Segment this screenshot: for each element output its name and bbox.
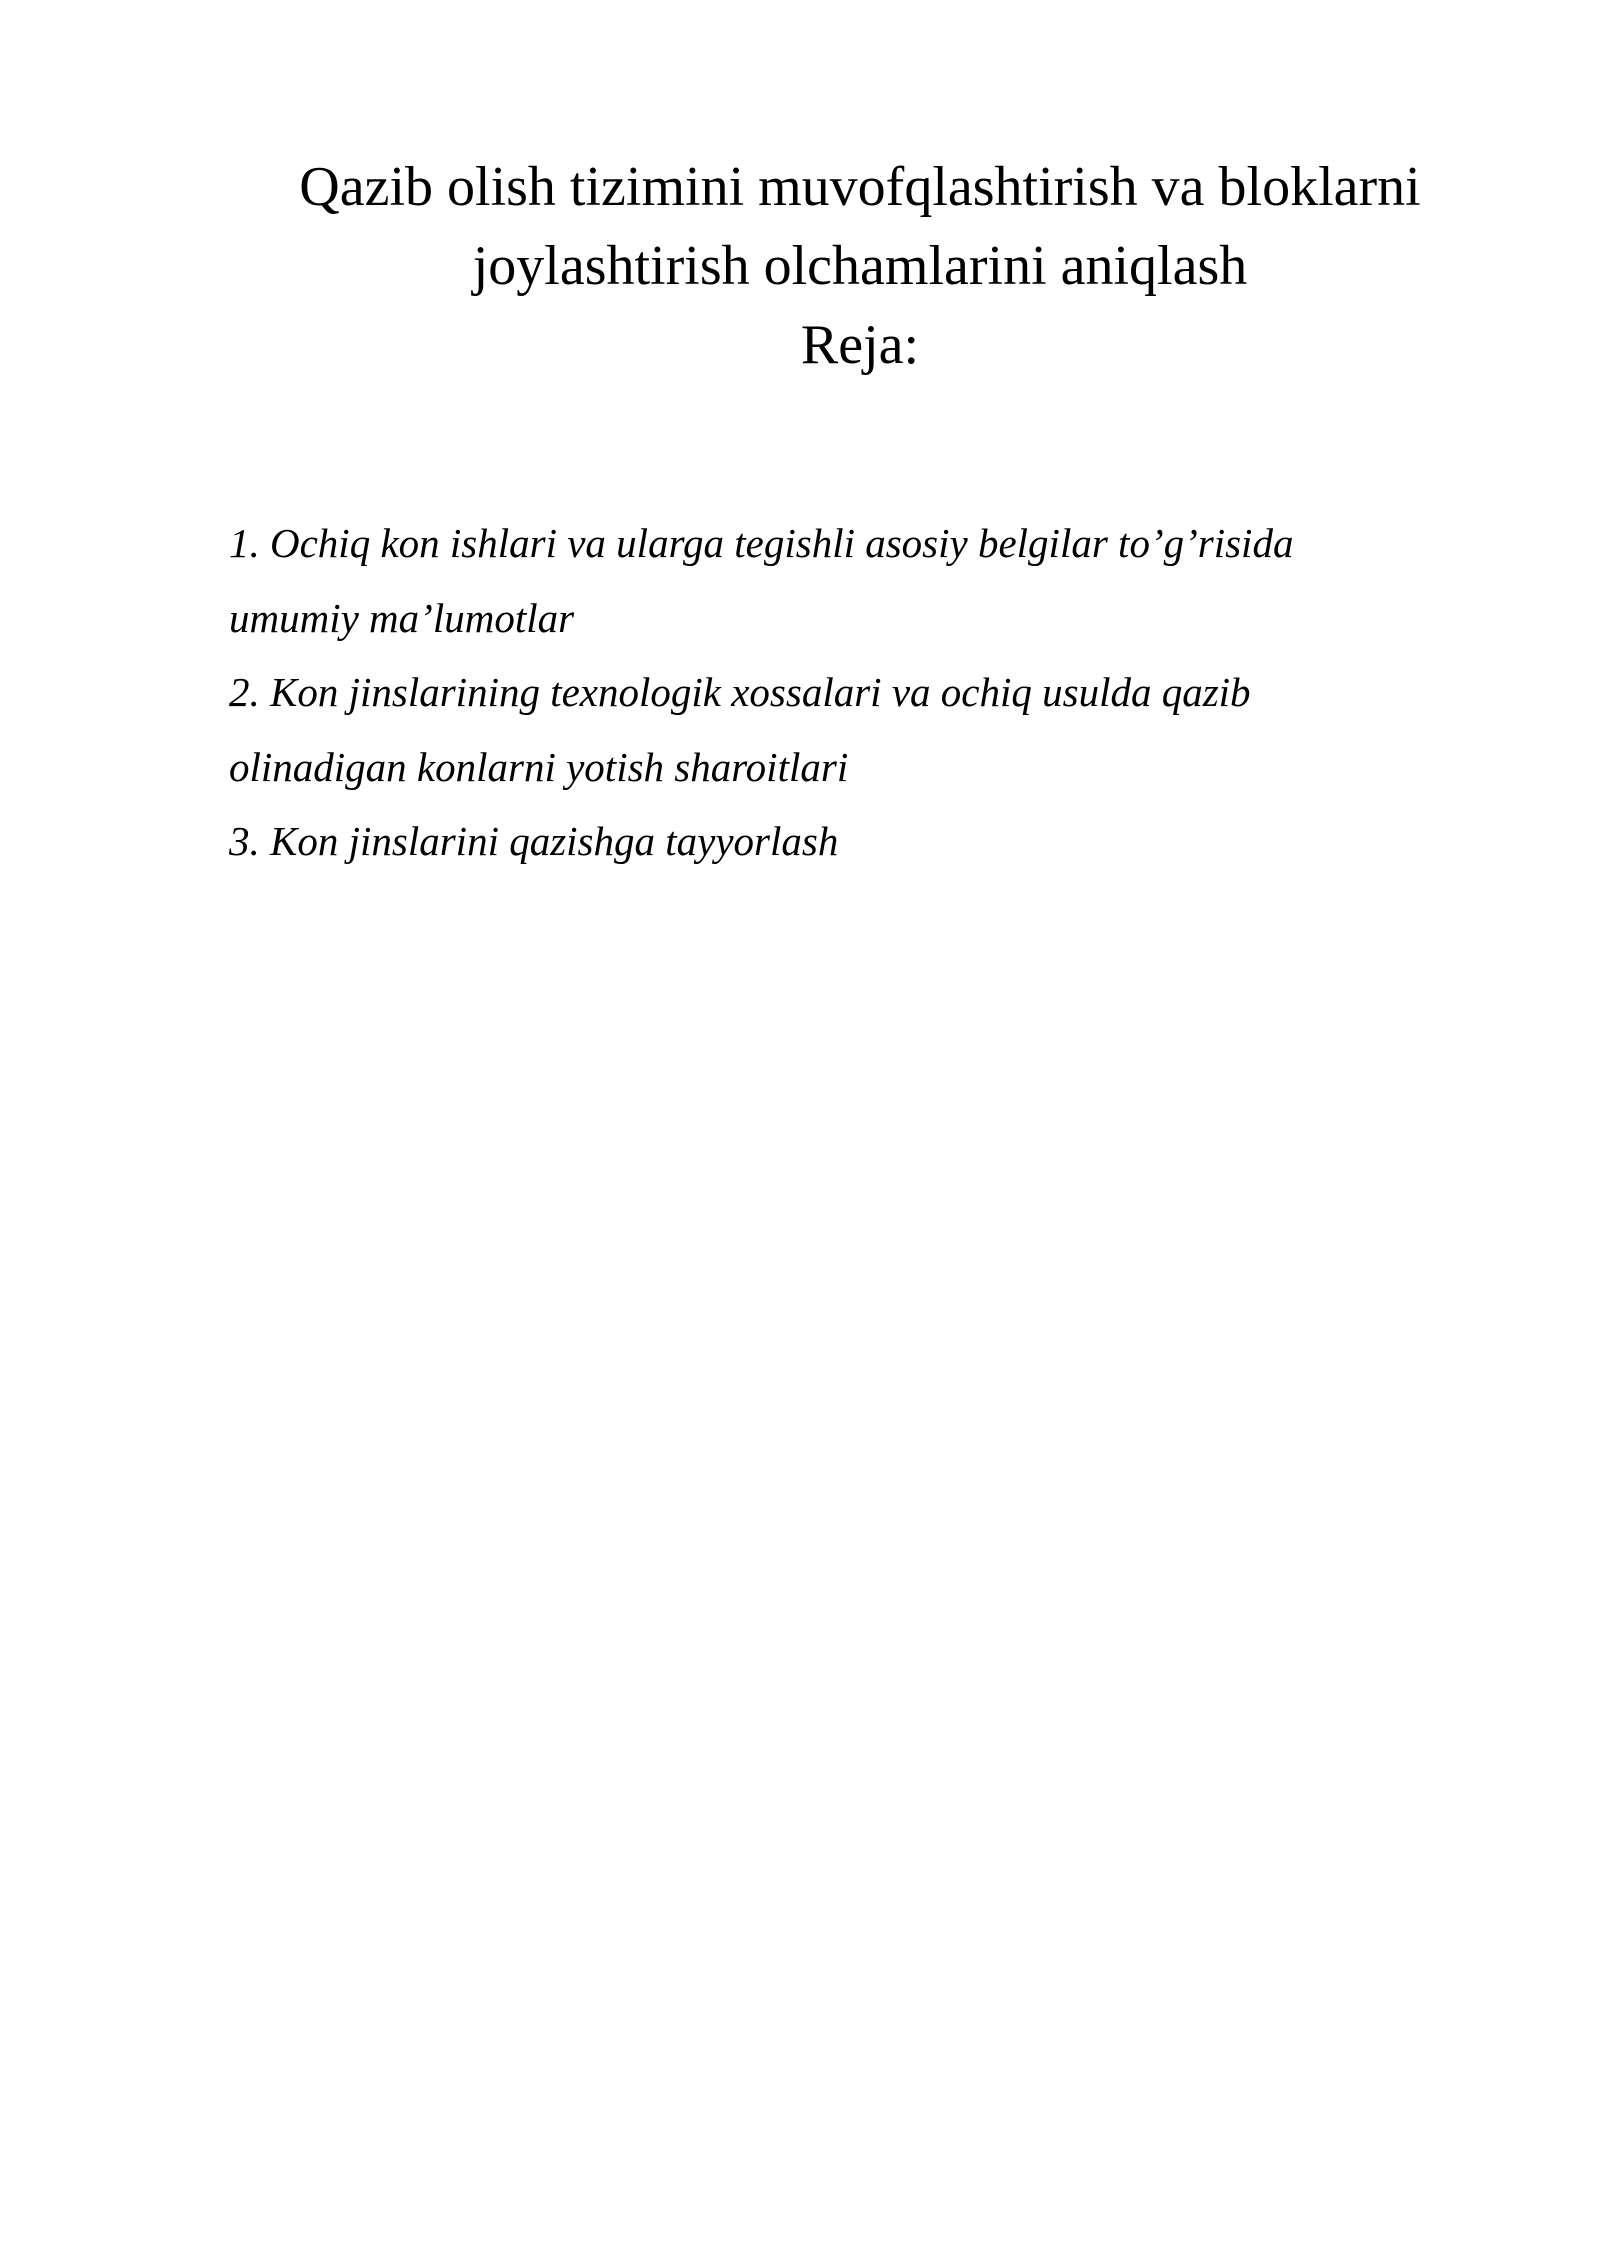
plan-item-2-line-2: olinadigan konlarni yotish sharoitlari (229, 743, 849, 790)
plan-list (229, 506, 1409, 879)
document-heading (180, 148, 1540, 385)
title-line-2: joylashtirish olchamlarini aniqlash (472, 235, 1248, 297)
plan-subtitle: Reja: (800, 314, 920, 376)
plan-item-3: 3. Kon jinslarini qazishga tayyorlash (229, 818, 839, 864)
plan-item-1-line-1: 1. Ochiq kon ishlari va ularga tegishli asosiy belgilar to’g’risida (229, 520, 1294, 566)
title-line-1: Qazib olish tizimini muvofqlashtirish va bloklarni (299, 156, 1421, 218)
plan-item-2-line-1: 2. Kon jinslarining texnologik xossalari va ochiq usulda qazib (229, 669, 1251, 715)
plan-item-1-line-2: umumiy ma’lumotlar (229, 594, 575, 641)
